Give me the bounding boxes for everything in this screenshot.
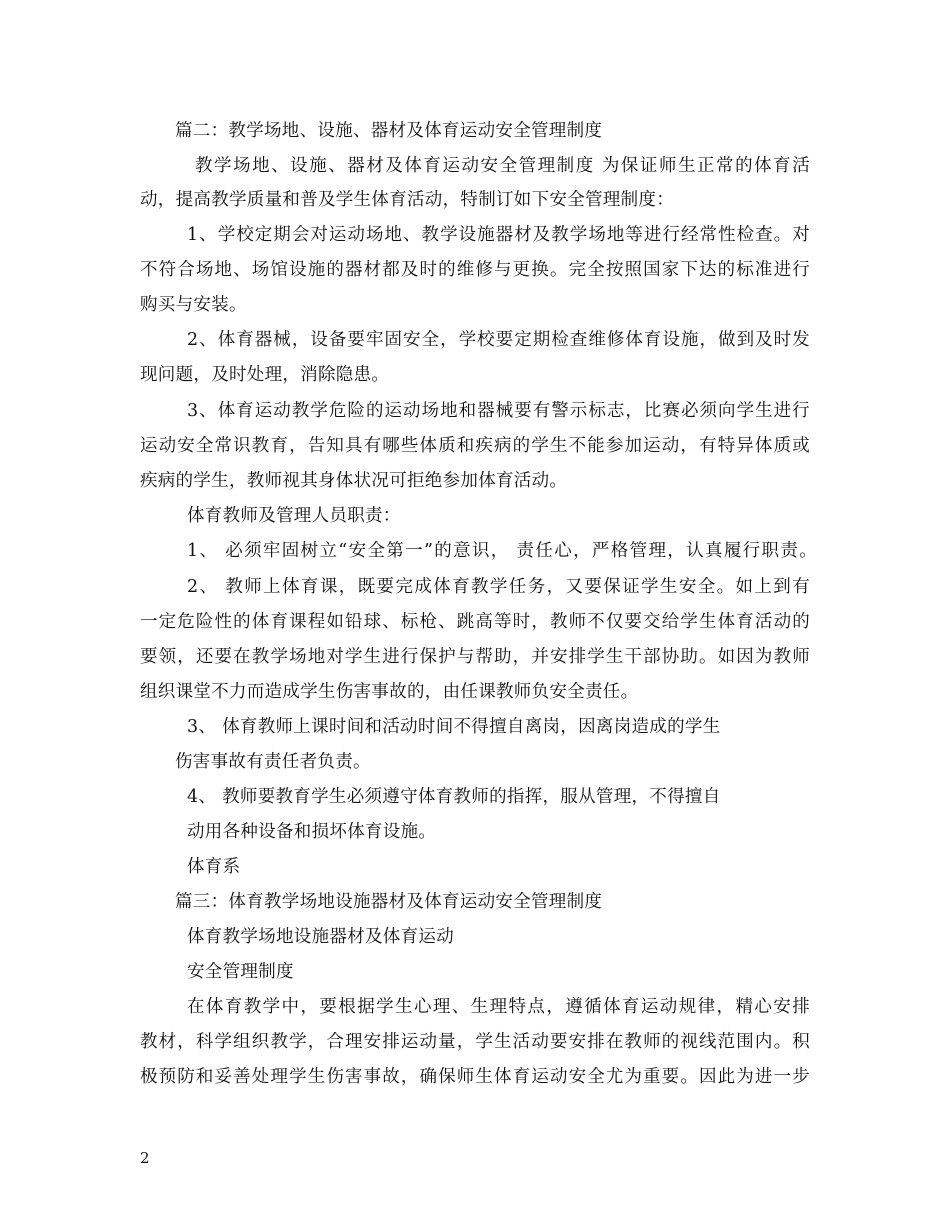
paragraph-line: 极预防和妥善处理学生伤害事故，确保师生体育运动安全尤为重要。因此为进一步 — [140, 1067, 810, 1087]
section-title-3: 篇三：体育教学场地设施器材及体育运动安全管理制度 — [175, 892, 603, 912]
paragraph-line: 组织课堂不力而造成学生伤害事故的，由任课教师负安全责任。 — [140, 682, 639, 702]
paragraph-line: 购买与安装。 — [140, 295, 247, 315]
paragraph-line: 现问题，及时处理，消除隐患。 — [140, 365, 390, 385]
paragraph-line: 疾病的学生，教师视其身体状况可拒绝参加体育活动。 — [140, 471, 568, 491]
paragraph-line: 动用各种设备和损坏体育设施。 — [187, 822, 437, 842]
paragraph-line: 运动安全常识教育，告知具有哪些体质和疾病的学生不能参加运动，有特异体质或 — [140, 436, 810, 456]
page-number: 2 — [140, 1149, 150, 1167]
subheading: 体育教师及管理人员职责： — [187, 506, 401, 526]
paragraph-line: 1、学校定期会对运动场地、教学设施器材及教学场地等进行经常性检查。对 — [187, 225, 810, 245]
paragraph-line: 4、 教师要教育学生必须遵守体育教师的指挥，服从管理，不得擅自 — [187, 787, 721, 807]
paragraph-line: 不符合场地、场馆设施的器材都及时的维修与更换。完全按照国家下达的标准进行 — [140, 260, 810, 280]
section-title-2: 篇二：教学场地、设施、器材及体育运动安全管理制度 — [175, 121, 603, 141]
paragraph-line: 2、体育器械，设备要牢固安全，学校要定期检查维修体育设施，做到及时发 — [187, 330, 810, 350]
paragraph-line: 伤害事故有责任者负责。 — [175, 752, 371, 772]
paragraph-line: 3、体育运动教学危险的运动场地和器械要有警示标志，比赛必须向学生进行 — [187, 401, 810, 421]
paragraph-line: 3、 体育教师上课时间和活动时间不得擅自离岗，因离岗造成的学生 — [187, 717, 721, 737]
paragraph-line: 动，提高教学质量和普及学生体育活动，特制订如下安全管理制度： — [140, 190, 674, 210]
paragraph-line: 一定危险性的体育课程如铅球、标枪、跳高等时，教师不仅要交给学生体育活动的 — [140, 612, 810, 632]
paragraph-line: 教材，科学组织教学，合理安排运动量，学生活动要安排在教师的视线范围内。积 — [140, 1032, 810, 1052]
paragraph-line: 2、 教师上体育课，既要完成体育教学任务，又要保证学生安全。如上到有 — [187, 577, 810, 597]
paragraph-line: 教学场地、设施、器材及体育运动安全管理制度 为保证师生正常的体育活 — [195, 156, 810, 176]
document-title-line: 体育教学场地设施器材及体育运动 — [187, 927, 454, 947]
paragraph-line: 要领，还要在教学场地对学生进行保护与帮助，并安排学生干部协助。如因为教师 — [140, 647, 810, 667]
department-signature: 体育系 — [187, 857, 241, 877]
paragraph-line: 在体育教学中，要根据学生心理、生理特点，遵循体育运动规律，精心安排 — [187, 997, 810, 1017]
document-title-line: 安全管理制度 — [187, 962, 294, 982]
paragraph-line: 1、 必须牢固树立“安全第一”的意识， 责任心，严格管理，认真履行职责。 — [187, 541, 817, 561]
